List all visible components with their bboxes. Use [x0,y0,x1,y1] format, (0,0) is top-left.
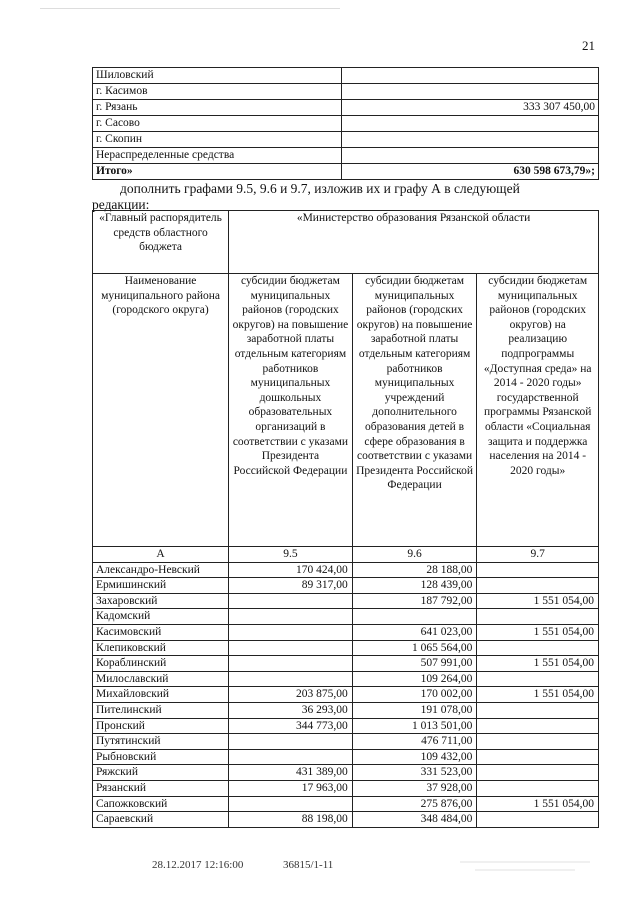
totals-row [93,132,599,148]
table-row [93,702,599,718]
value-9-5 [229,671,353,687]
value-9-5 [229,593,353,609]
value-9-7 [477,718,599,734]
table-row [93,609,599,625]
value-9-5: 203 875,00 [229,687,353,703]
value-9-7: 1 551 054,00 [477,624,599,640]
value-9-5: 170 424,00 [229,562,353,578]
value-9-6: 187 792,00 [352,593,477,609]
totals-row [93,68,599,84]
district-amount [342,84,599,100]
value-9-7: 1 551 054,00 [477,656,599,672]
district-amount: 333 307 450,00 [342,100,599,116]
value-9-5 [229,609,353,625]
district-name: Ермишинский [93,578,229,594]
totals-row [93,84,599,100]
value-9-5: 89 317,00 [229,578,353,594]
value-9-6: 191 078,00 [352,702,477,718]
district-name: г. Сасово [93,116,342,132]
district-name: Пителинский [93,702,229,718]
page-number: 21 [582,38,595,53]
district-name: Рыбновский [93,749,229,765]
value-9-7 [477,578,599,594]
value-9-6 [352,609,477,625]
totals-table [92,67,599,180]
district-name: Клепиковский [93,640,229,656]
district-name: Пронский [93,718,229,734]
col-label-9-7: 9.7 [477,547,599,563]
table-row [93,812,599,828]
paragraph-line-2: редакции: [92,197,150,212]
district-name: г. Скопин [93,132,342,148]
district-name: г. Касимов [93,84,342,100]
col-label-9-6: 9.6 [352,547,477,563]
table-row [93,671,599,687]
faint-stamp-mark [455,856,595,876]
value-9-6: 641 023,00 [352,624,477,640]
district-name: Кораблинский [93,656,229,672]
district-name: Захаровский [93,593,229,609]
district-name: Милославский [93,671,229,687]
value-9-5: 344 773,00 [229,718,353,734]
value-9-6: 476 711,00 [352,734,477,750]
table-row [93,780,599,796]
district-name: Сапожковский [93,796,229,812]
value-9-7: 1 551 054,00 [477,796,599,812]
total-amount: 630 598 673,79»; [342,164,599,180]
district-name: Сараевский [93,812,229,828]
district-name: Нераспределенные средства [93,148,342,164]
header-col-9-6: субсидии бюджетам муниципальных районов (городских округов) на повышение заработной платы отдельным категориям работников муниципальных учреждений дополнительного образования детей в сфере образования в соответствии с указами Президента Российской Федерации [352,274,477,547]
table-row [93,640,599,656]
value-9-5 [229,656,353,672]
value-9-6: 109 432,00 [352,749,477,765]
value-9-5: 17 963,00 [229,780,353,796]
district-amount [342,68,599,84]
table-row [93,624,599,640]
table-row [93,718,599,734]
table-row [93,796,599,812]
district-name: Касимовский [93,624,229,640]
district-name: Шиловский [93,68,342,84]
district-name: Ряжский [93,765,229,781]
table-row [93,562,599,578]
value-9-5 [229,624,353,640]
col-label-a: А [93,547,229,563]
table-row [93,687,599,703]
value-9-7 [477,749,599,765]
district-name: г. Рязань [93,100,342,116]
value-9-7 [477,640,599,656]
value-9-5: 36 293,00 [229,702,353,718]
footer-doc-number: 36815/1-11 [283,859,334,871]
totals-row [93,148,599,164]
header-col-9-7: субсидии бюджетам муниципальных районов (городских округов) на реализацию подпрограммы «Доступная среда» на 2014 - 2020 годы» государственной программы Рязанской области «Социальная защита и поддержка населения на 2014 - 2020 годы» [477,274,599,547]
value-9-6: 37 928,00 [352,780,477,796]
header-municipality: Наименование муниципального района (городского округа) [93,274,229,547]
table-row [93,656,599,672]
table-row [93,749,599,765]
value-9-6: 109 264,00 [352,671,477,687]
district-amount [342,132,599,148]
table-row [93,765,599,781]
value-9-5 [229,749,353,765]
header-col-9-5: субсидии бюджетам муниципальных районов (городских округов) на повышение заработной платы отдельным категориям работников муниципальных дошкольных образовательных организаций в соответствии с указами Президента Российской Федерации [229,274,353,547]
district-name: Рязанский [93,780,229,796]
district-name: Кадомский [93,609,229,625]
value-9-5 [229,640,353,656]
value-9-7 [477,671,599,687]
table-row [93,593,599,609]
district-name: Путятинский [93,734,229,750]
district-amount [342,116,599,132]
value-9-6: 1 065 564,00 [352,640,477,656]
value-9-7 [477,812,599,828]
value-9-6: 348 484,00 [352,812,477,828]
value-9-7: 1 551 054,00 [477,687,599,703]
header-ministry: «Министерство образования Рязанской области [229,211,599,274]
value-9-7 [477,702,599,718]
value-9-5: 88 198,00 [229,812,353,828]
value-9-6: 28 188,00 [352,562,477,578]
header-row-1 [93,211,599,274]
district-name: Михайловский [93,687,229,703]
district-amount [342,148,599,164]
value-9-6: 128 439,00 [352,578,477,594]
value-9-5 [229,796,353,812]
value-9-7 [477,562,599,578]
totals-row [93,116,599,132]
total-label: Итого» [93,164,342,180]
header-row-2 [93,274,599,547]
value-9-6: 507 991,00 [352,656,477,672]
value-9-7 [477,780,599,796]
value-9-6: 275 876,00 [352,796,477,812]
totals-row [93,100,599,116]
column-number-row [93,547,599,563]
header-main-distributor: «Главный распорядитель средств областного бюджета [93,211,229,274]
value-9-5: 431 389,00 [229,765,353,781]
col-label-9-5: 9.5 [229,547,353,563]
subsidies-table [92,210,599,828]
value-9-7 [477,765,599,781]
value-9-7: 1 551 054,00 [477,593,599,609]
district-name: Александро-Невский [93,562,229,578]
table-row [93,578,599,594]
table-row [93,734,599,750]
value-9-6: 1 013 501,00 [352,718,477,734]
value-9-5 [229,734,353,750]
value-9-7 [477,734,599,750]
value-9-7 [477,609,599,625]
amendment-paragraph [92,181,600,213]
footer-date: 28.12.2017 12:16:00 [152,859,244,871]
totals-total-row [93,164,599,180]
value-9-6: 331 523,00 [352,765,477,781]
paragraph-line-1: дополнить графами 9.5, 9.6 и 9.7, изложив их и графу А в следующей [120,181,520,196]
scan-artifact-lines [40,8,340,13]
value-9-6: 170 002,00 [352,687,477,703]
